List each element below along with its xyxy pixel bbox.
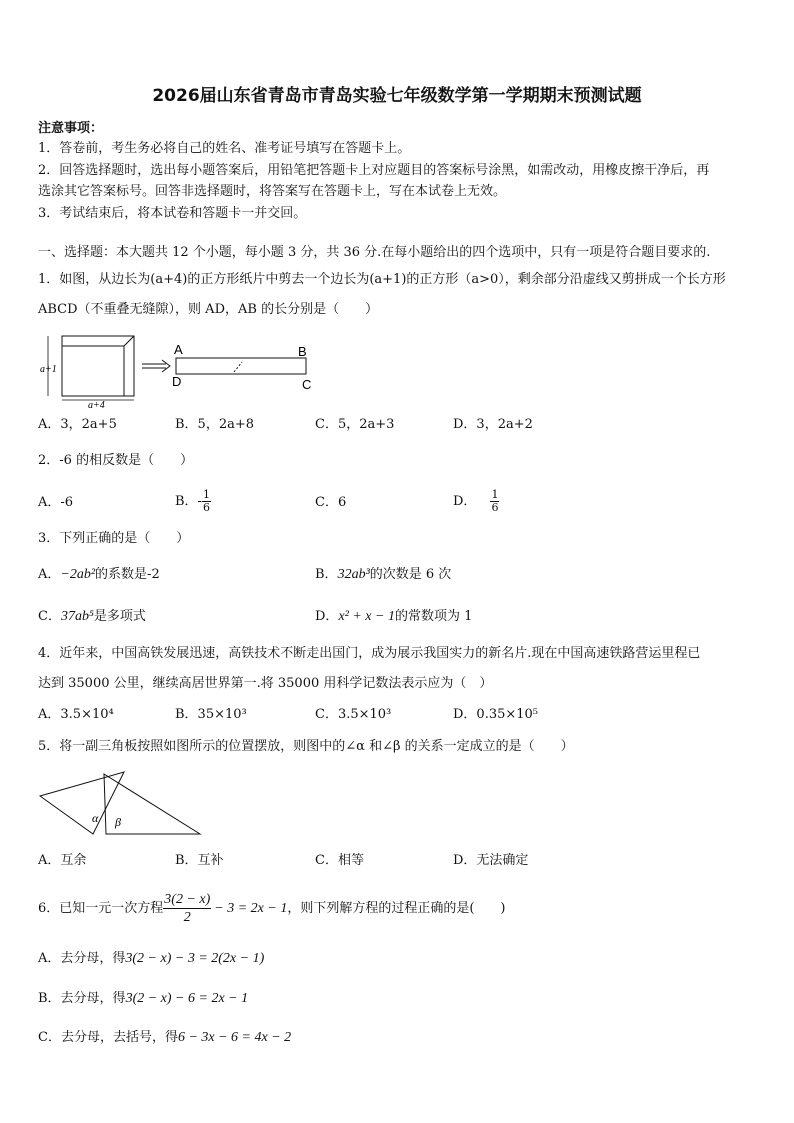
page-title: 2026届山东省青岛市青岛实验七年级数学第一学期期末预测试题 [152, 86, 642, 106]
q1-bottom-label: a+4 [88, 400, 105, 411]
q1-label-c: C [302, 377, 312, 392]
q3-option-b-text: 的次数是 6 次 [369, 567, 452, 582]
q3-option-b [315, 567, 451, 583]
q1-label-d: D [172, 374, 182, 389]
notice-item: 2．回答选择题时，选出每小题答案后，用铅笔把答题卡上对应题目的答案标号涂黑，如需改动，用橡皮擦干净后，再 [38, 163, 710, 178]
q5-figure [38, 772, 208, 836]
notice-heading: 注意事项： [38, 121, 104, 136]
q4-option-c: C．3.5×10³ [315, 707, 392, 722]
q3-option-d [315, 609, 472, 625]
fraction-numerator: 3(2 − x) [164, 892, 211, 907]
fraction-numerator: 1 [491, 488, 499, 501]
q3-option-c-label: C． [38, 609, 61, 624]
q3-option-a [38, 567, 160, 583]
q3-option-d-label: D． [315, 609, 339, 624]
q6-stem-suffix: ，则下列解方程的过程正确的是( ) [287, 901, 506, 916]
q5-option-a: A．互余 [38, 853, 87, 868]
q5-option-c: C．相等 [315, 853, 364, 868]
q6-stem [38, 889, 506, 929]
q1-option-b: B．5，2a+8 [175, 417, 255, 432]
q2-option-d-label: D． [453, 494, 477, 509]
fraction-numerator: 1 [202, 488, 210, 501]
q4-option-d: D．0.35×10⁵ [453, 707, 539, 722]
q6-option-a-text: A．去分母，得 [38, 951, 126, 966]
q1-label-b: B [298, 344, 307, 359]
q2-option-b-label: B．- [175, 494, 202, 509]
q6-stem-equation: − 3 = 2x − 1 [214, 901, 288, 916]
q5-alpha-label: α [92, 811, 99, 825]
q1-stem-line1: 1．如图，从边长为(a+4)的正方形纸片中剪去一个边长为(a+1)的正方形（a>0），剩余部分沿虚线又剪拼成一个长方形 [38, 272, 726, 287]
q3-option-b-label: B． [315, 567, 338, 582]
section-heading: 一、选择题：本大题共 12 个小题，每小题 3 分，共 36 分.在每小题给出的四个选项中，只有一项是符合题目要求的. [38, 245, 711, 260]
q6-option-b-math: 3(2 − x) − 6 = 2x − 1 [125, 991, 249, 1006]
q1-stem-line2: ABCD（不重叠无缝隙），则 AD，AB 的长分别是（ ） [38, 302, 379, 317]
q5-stem: 5．将一副三角板按照如图所示的位置摆放，则图中的∠α 和∠β 的关系一定成立的是（ ） [38, 739, 574, 754]
q3-option-b-math: 32ab³ [337, 567, 370, 582]
q1-label-a: A [174, 342, 183, 357]
q6-option-c-text: C．去分母，去括号，得 [38, 1030, 178, 1045]
q3-option-c [38, 609, 146, 625]
q4-stem-line1: 4．近年来，中国高铁发展迅速，高铁技术不断走出国门，成为展示我国实力的新名片.现在中国高速铁路营运里程已 [38, 646, 701, 661]
q4-stem-line2: 达到 35000 公里，继续高居世界第一.将 35000 用科学记数法表示应为（ ） [38, 676, 493, 691]
q4-option-a: A．3.5×10⁴ [38, 707, 114, 722]
q1-side-label: a+1 [40, 364, 57, 375]
q1-figure [38, 332, 338, 412]
q2-option-d [453, 486, 499, 518]
q1-option-d: D．3，2a+2 [453, 417, 533, 432]
q6-option-c-math: 6 − 3x − 6 = 4x − 2 [177, 1030, 292, 1045]
notice-item: 1．答卷前，考生务必将自己的姓名、准考证号填写在答题卡上。 [38, 141, 411, 156]
q6-option-a [38, 951, 264, 967]
q2-option-a: A．-6 [38, 495, 74, 510]
q6-option-b-text: B．去分母，得 [38, 991, 126, 1006]
q3-option-a-label: A． [38, 567, 61, 582]
q3-option-a-text: 的系数是-2 [95, 567, 160, 582]
q3-option-d-text: 的常数项为 1 [394, 609, 473, 624]
q6-option-a-math: 3(2 − x) − 3 = 2(2x − 1) [125, 951, 265, 966]
q3-option-d-math: x² + x − 1 [338, 609, 395, 624]
q2-stem: 2．-6 的相反数是（ ） [38, 453, 194, 468]
q2-option-b [175, 486, 211, 518]
q2-option-c: C．6 [315, 495, 347, 510]
q3-option-c-text: 是多项式 [93, 609, 146, 624]
q3-option-c-math: 37ab⁵ [60, 609, 94, 624]
fraction [202, 489, 211, 514]
notice-item: 3．考试结束后，将本试卷和答题卡一并交回。 [38, 206, 307, 221]
q6-option-b [38, 991, 248, 1007]
fraction-denominator: 6 [491, 501, 499, 514]
q3-stem: 3．下列正确的是（ ） [38, 531, 190, 546]
fraction-denominator: 6 [202, 501, 210, 514]
notice-item: 选涂其它答案标号。回答非选择题时，将答案写在答题卡上，写在本试卷上无效。 [38, 184, 507, 199]
q3-option-a-math: −2ab² [60, 567, 96, 582]
q6-option-c [38, 1030, 291, 1046]
fraction [490, 489, 499, 514]
q5-option-b: B．互补 [175, 853, 224, 868]
q4-option-b: B．35×10³ [175, 707, 247, 722]
q1-option-a: A．3，2a+5 [38, 417, 117, 432]
q1-option-c: C．5，2a+3 [315, 417, 395, 432]
q6-stem-prefix: 6．已知一元一次方程 [38, 901, 164, 916]
q5-option-d: D．无法确定 [453, 853, 529, 868]
q5-beta-label: β [115, 815, 121, 829]
fraction-denominator: 2 [183, 910, 191, 925]
fraction [163, 891, 211, 926]
